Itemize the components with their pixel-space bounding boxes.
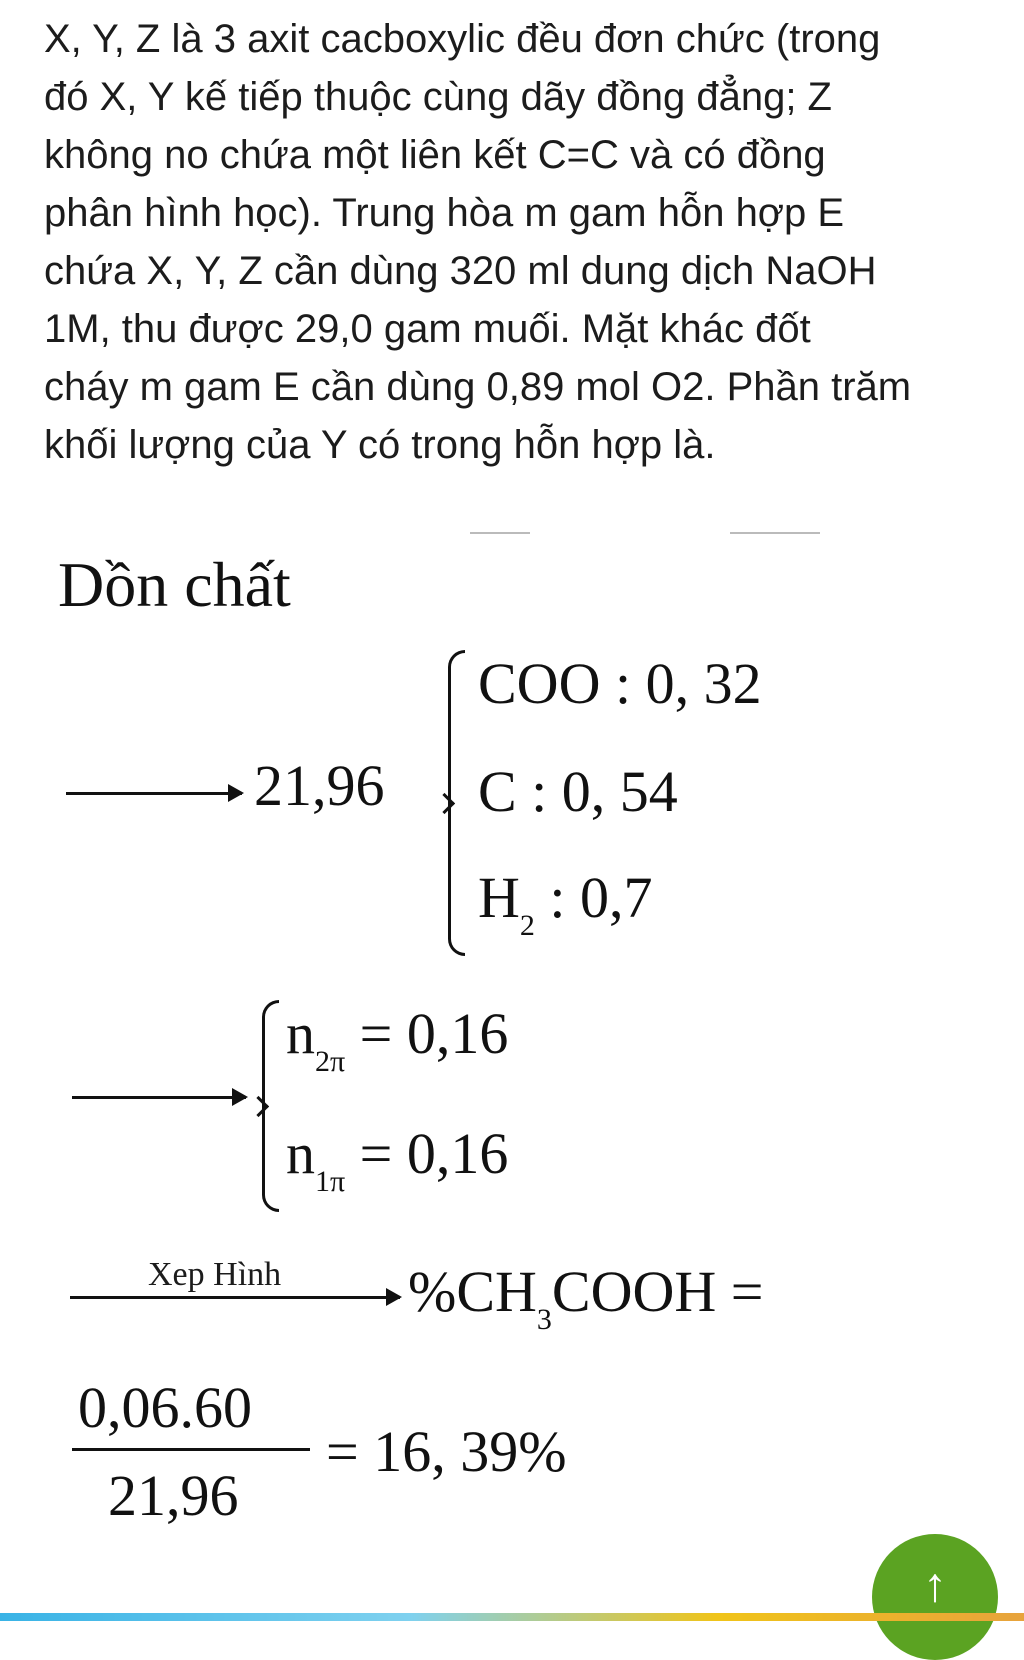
reaction-arrow [72, 1096, 246, 1099]
n-1pi-line [286, 1120, 509, 1198]
n-1pi-subscript: 1π [315, 1165, 346, 1198]
mass-value: 21,96 [254, 753, 385, 818]
result-formula [408, 1258, 764, 1336]
left-brace [262, 1000, 279, 1212]
coo-line: COO : 0, 32 [478, 651, 762, 716]
n-2pi-subscript: 2π [315, 1045, 346, 1078]
question-line: 1M, thu được 29,0 gam muối. Mặt khác đốt [44, 307, 811, 351]
n-symbol: n [286, 1121, 315, 1186]
bottom-stripe [0, 1613, 1024, 1621]
question-line: đó X, Y kế tiếp thuộc cùng dãy đồng đẳng; Z [44, 75, 832, 119]
question-line: phân hình học). Trung hòa m gam hỗn hợp E [44, 191, 845, 235]
fraction-denominator: 21,96 [108, 1463, 239, 1528]
scroll-to-top-button[interactable] [872, 1534, 998, 1660]
arrow-up-icon: ↑ [923, 1559, 947, 1612]
n-2pi-value: = 0,16 [345, 1001, 509, 1066]
carbon-line: C : 0, 54 [478, 759, 678, 824]
solution-heading: Dồn chất [58, 549, 291, 620]
result-prefix: %CH [408, 1259, 537, 1324]
question-line: khối lượng của Y có trong hỗn hợp là. [44, 423, 716, 467]
arrow-label: Xep Hình [148, 1256, 282, 1293]
result-subscript: 3 [536, 1303, 552, 1336]
question-line: cháy m gam E cần dùng 0,89 mol O2. Phần trăm [44, 365, 912, 409]
hydrogen-subscript: 2 [519, 909, 535, 942]
fraction-numerator: 0,06.60 [78, 1375, 252, 1440]
fraction-bar [72, 1448, 310, 1451]
hydrogen-value: : 0,7 [534, 865, 653, 930]
question-text [44, 10, 1004, 474]
hydrogen-line [478, 864, 653, 942]
final-result: = 16, 39% [326, 1419, 567, 1484]
result-suffix: COOH = [551, 1259, 764, 1324]
reaction-arrow [66, 792, 242, 795]
question-line: chứa X, Y, Z cần dùng 320 ml dung dịch NaOH [44, 249, 877, 293]
hydrogen-symbol: H [478, 865, 520, 930]
n-symbol: n [286, 1001, 315, 1066]
left-brace [448, 650, 465, 956]
question-line: X, Y, Z là 3 axit cacboxylic đều đơn chức (trong [44, 17, 881, 61]
reaction-arrow [70, 1296, 400, 1299]
n-2pi-line [286, 1000, 509, 1078]
question-line: không no chứa một liên kết C=C và có đồng [44, 133, 826, 177]
divider [470, 532, 530, 534]
n-1pi-value: = 0,16 [345, 1121, 509, 1186]
divider [730, 532, 820, 534]
